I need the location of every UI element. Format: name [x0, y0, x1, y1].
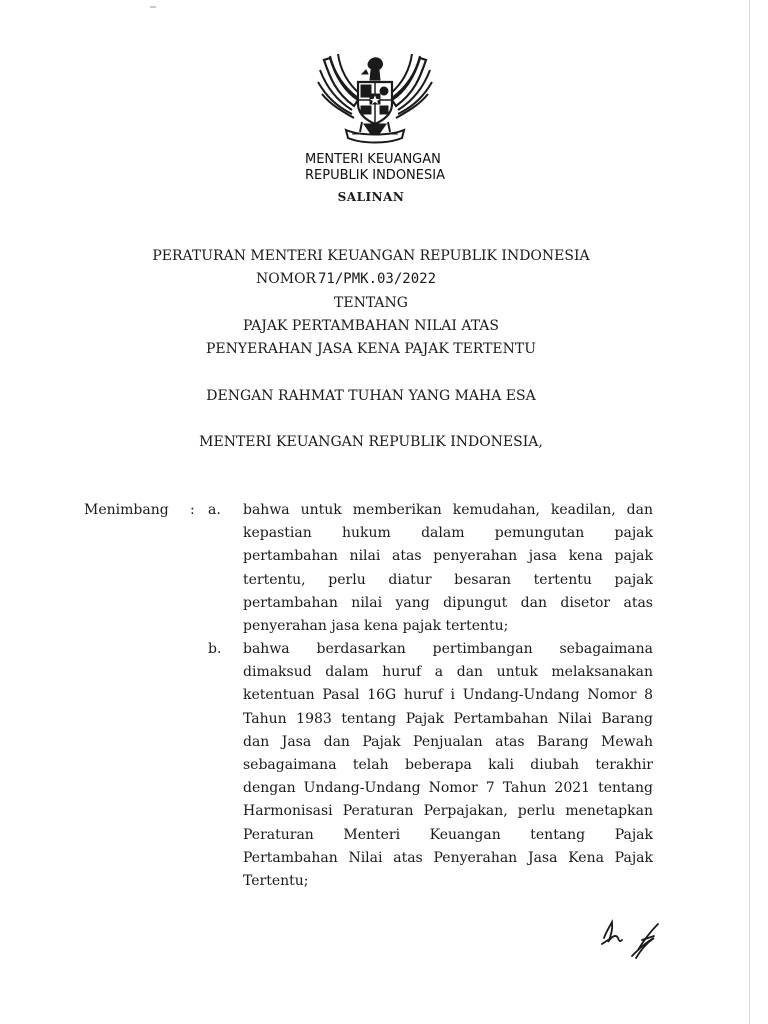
- item-a-line: kepastian hukum dalam pemungutan pajak: [243, 525, 653, 542]
- authority-line: MENTERI KEUANGAN REPUBLIK INDONESIA,: [199, 434, 543, 450]
- subject-line-2: PENYERAHAN JASA KENA PAJAK TERTENTU: [205, 341, 537, 357]
- initial-signature-icon: [598, 912, 668, 962]
- garuda-emblem-icon: [316, 48, 434, 150]
- item-b-line: Peraturan Menteri Keuangan tentang Pajak: [243, 826, 653, 843]
- item-b-line: Tahun 1983 tentang Pajak Pertambahan Nilai Barang: [243, 710, 653, 727]
- ministry-line-1: MENTERI KEUANGAN: [305, 152, 441, 167]
- menimbang-colon: :: [190, 502, 195, 518]
- item-a-line: pertambahan nilai yang dipungut dan disetor atas: [243, 594, 653, 611]
- item-b-line: dengan Undang-Undang Nomor 7 Tahun 2021 tentang: [243, 780, 653, 797]
- item-b-line: Tertentu;: [243, 873, 309, 890]
- ministry-header: [305, 152, 445, 184]
- item-b-line: Harmonisasi Peraturan Perpajakan, perlu menetapkan: [243, 803, 653, 820]
- item-letter-b: b.: [208, 641, 222, 657]
- scan-speck: [150, 6, 156, 8]
- item-b-line: dan Jasa dan Pajak Penjualan atas Barang Mewah: [243, 733, 653, 750]
- regulation-number: [256, 271, 436, 287]
- item-b-line: Pertambahan Nilai atas Penyerahan Jasa Kena Pajak: [243, 849, 653, 866]
- item-b-line: sebagaimana telah beberapa kali diubah terakhir: [243, 757, 653, 774]
- item-a-line: pertambahan nilai atas penyerahan jasa kena pajak: [243, 548, 653, 565]
- invocation: DENGAN RAHMAT TUHAN YANG MAHA ESA: [206, 388, 536, 404]
- regulation-title: PERATURAN MENTERI KEUANGAN REPUBLIK INDONESIA: [152, 248, 590, 264]
- number-label: NOMOR: [256, 271, 317, 287]
- page-edge: [749, 0, 750, 1024]
- item-a-line: tertentu, perlu diatur besaran tertentu pajak: [243, 571, 653, 588]
- item-b-line: ketentuan Pasal 16G huruf i Undang-Undang Nomor 8: [243, 687, 653, 704]
- menimbang-label: Menimbang: [84, 502, 169, 518]
- ministry-line-2: REPUBLIK INDONESIA: [305, 168, 445, 183]
- tentang-heading: TENTANG: [334, 295, 408, 311]
- item-b-line: dimaksud dalam huruf a dan untuk melaksanakan: [243, 664, 653, 681]
- item-text-a: [243, 499, 653, 638]
- item-letter-a: a.: [208, 502, 221, 518]
- item-a-line: penyerahan jasa kena pajak tertentu;: [243, 618, 509, 635]
- item-text-b: [243, 638, 653, 893]
- number-value: 71/PMK.03/2022: [318, 271, 437, 287]
- copy-mark: SALINAN: [337, 190, 405, 204]
- item-b-line: bahwa berdasarkan pertimbangan sebagaimana: [243, 641, 653, 657]
- item-a-line: bahwa untuk memberikan kemudahan, keadilan, dan: [243, 502, 653, 518]
- subject-line-1: PAJAK PERTAMBAHAN NILAI ATAS: [242, 318, 500, 334]
